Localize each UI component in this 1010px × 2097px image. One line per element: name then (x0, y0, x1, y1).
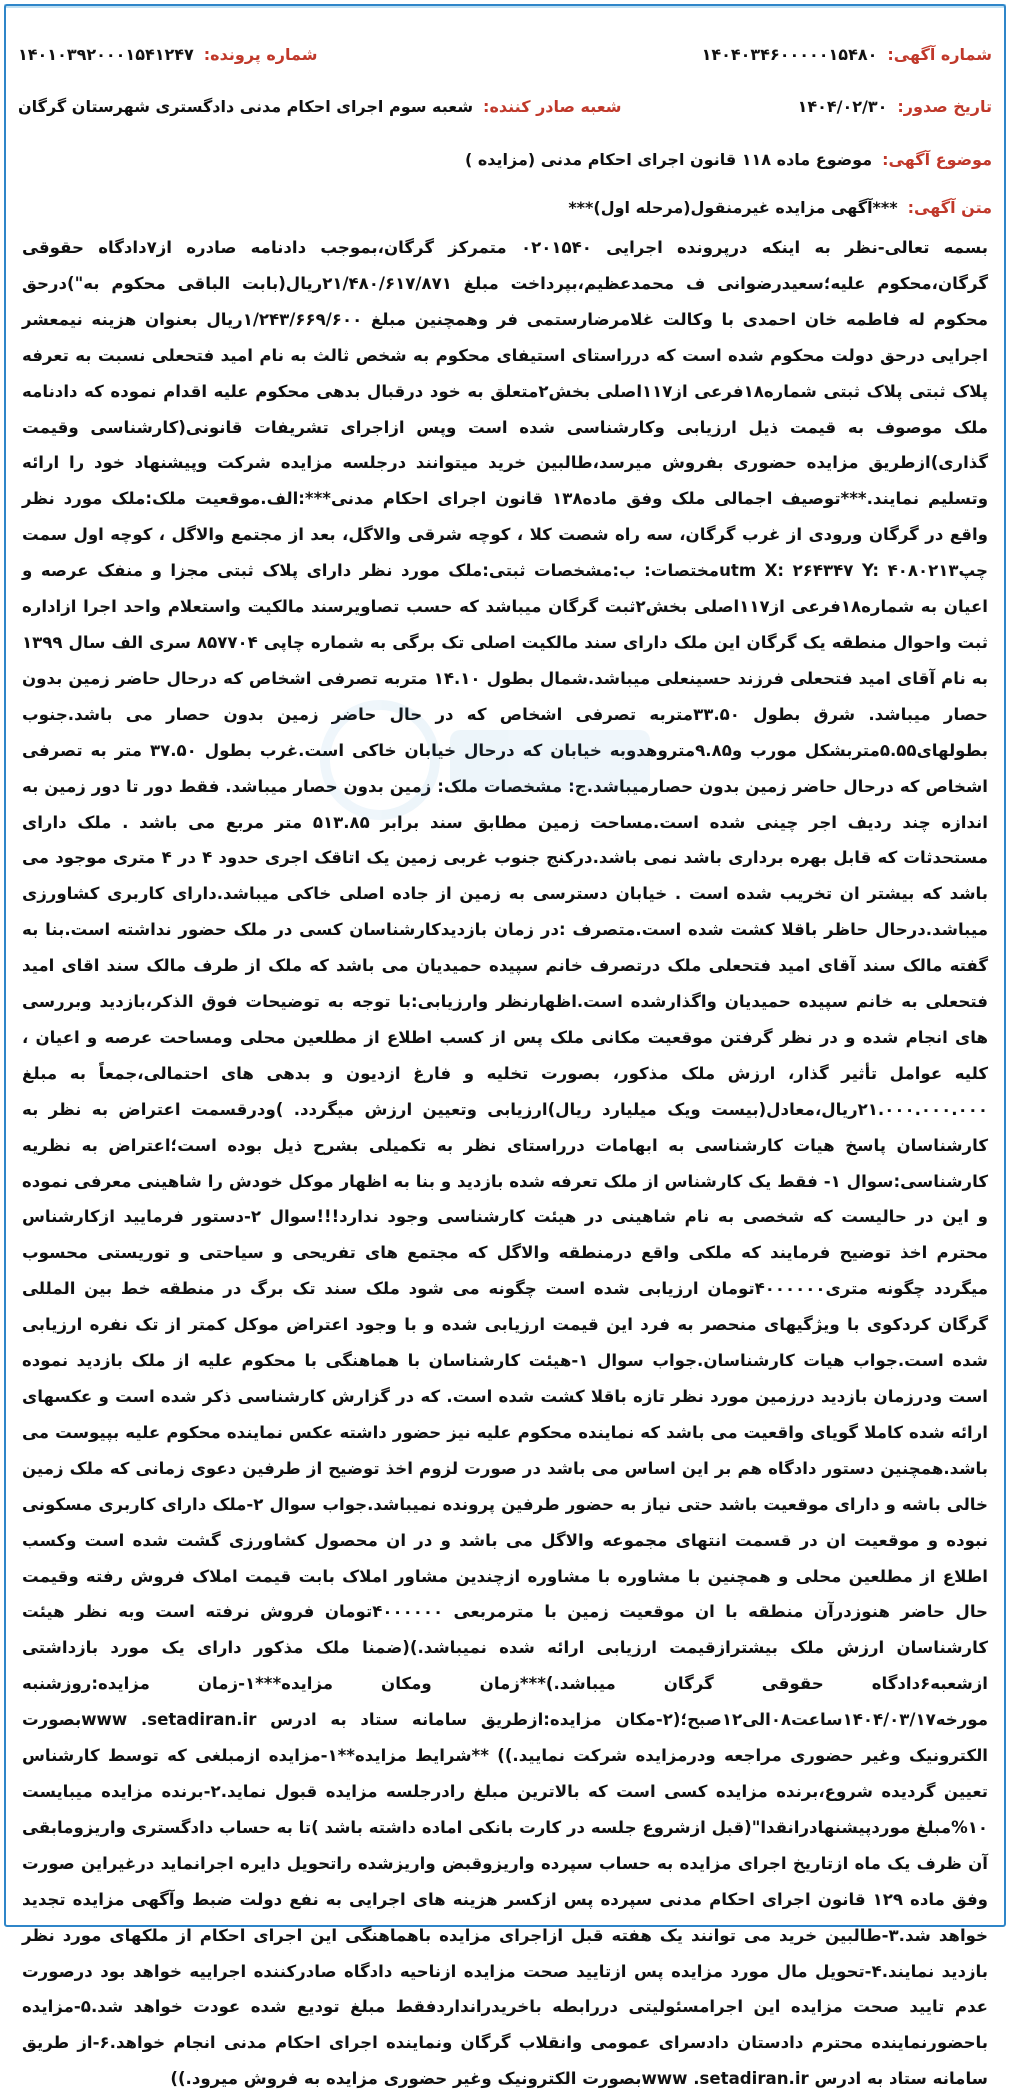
case-number-value: ۱۴۰۱۰۳۹۲۰۰۰۱۵۴۱۲۴۷ (18, 44, 194, 64)
text-heading-row (18, 198, 992, 217)
text-title: ***آگهی مزایده غیرمنقول(مرحله اول)*** (568, 198, 898, 217)
header-row-2 (18, 88, 992, 124)
subject-value: موضوع ماده ۱۱۸ قانون اجرای احکام مدنی (مزایده ) (464, 150, 873, 169)
text-label: متن آگهی: (907, 198, 992, 217)
issue-date-value: ۱۴۰۴/۰۲/۳۰ (797, 96, 888, 116)
issue-date (798, 97, 992, 116)
case-number (18, 45, 317, 64)
ad-number (702, 45, 992, 64)
issuing-branch (18, 97, 622, 116)
issue-date-label: تاریخ صدور: (897, 96, 992, 116)
issuing-branch-label: شعبه صادر کننده: (483, 96, 622, 116)
ad-number-value: ۱۴۰۴۰۳۴۶۰۰۰۰۰۱۵۴۸۰ (701, 44, 878, 64)
header-row-1 (18, 36, 992, 72)
ad-body-text: بسمه تعالی-نظر به اینکه درپرونده اجرایی ۰۲۰۱۵۴۰ متمرکز گرگان،بموجب دادنامه صادره از۷دادگاه حقوقی گرگان،محکوم علیه؛سعیدرضوانی ف محمدعظیم،بپرداخت مبلغ ۲۱/۴۸۰/۶۱۷/۸۷۱ریال(بابت الباقی محکوم به")درحق محکوم له فاطمه خان احمدی با وکالت غلامرضارستمی فر وهمچنین مبلغ ۱/۲۴۳/۶۶۹/۶۰۰ریال بعنوان هزینه نیمعشر اجرایی درحق دولت محکوم شده است که درراستای استیفای محکوم به شخص ثالث به نام امید فتحعلی نسبت به تعرفه پلاک ثبتی پلاک ثبتی شماره۱۸فرعی از۱۱۷اصلی بخش۲متعلق به خود درقبال بدهی محکوم علیه اقدام نموده که دادنامه ملک موصوف به قیمت ذیل ارزیابی وکارشناسی شده است وپس ازاجرای تشریفات قانونی(کارشناسی وقیمت گذاری)ازطریق مزایده حضوری بفروش میرسد،طالبین خرید میتوانند درجلسه مزایده شرکت وپیشنهاد خود را ارائه وتسلیم نمایند.***توصیف اجمالی ملک وفق ماده۱۳۸ قانون اجرای احکام مدنی***:الف.موقعیت ملک:ملک مورد نظر واقع در گرگان ورودی از غرب گرگان، سه راه شصت کلا ، کوچه شرقی والاگل، بعد از مجتمع والاگل ، کوچه اول سمت چپutm X: ۲۶۴۳۴۷ Y: ۴۰۸۰۲۱۳مختصات: ب:مشخصات ثبتی:ملک مورد نظر دارای پلاک ثبتی مجزا و منفک عرصه و اعیان به شماره۱۸فرعی از۱۱۷اصلی بخش۲ثبت گرگان میباشد که حسب تصاویرسند مالکیت واستعلام واحد اجرا ازاداره ثبت واحوال منطقه یک گرگان این ملک دارای سند مالکیت اصلی تک برگی به شماره چاپی ۸۵۷۷۰۴ سری الف سال ۱۳۹۹ به نام آقای امید فتحعلی فرزند حسینعلی میباشد.شمال بطول ۱۴.۱۰ متربه تصرفی اشخاص که درحال حاضر زمین بدون حصار میباشد. شرق بطول ۳۳.۵۰متربه تصرفی اشخاص که در حال حاضر زمین بدون حصار می باشد.جنوب بطولهای۵.۵۵متربشکل مورب و۹.۸۵متروهدوبه خیابان که درحال خیابان خاکی است.غرب بطول ۳۷.۵۰ متر به تصرفی اشخاص که درحال حاضر زمین بدون حصارمیباشد.ج: مشخصات ملک: زمین بدون حصار میباشد. فقط دور تا دور زمین به اندازه چند ردیف اجر چینی شده است.مساحت زمین مطابق سند برابر ۵۱۳.۸۵ متر مربع می باشد . ملک دارای مستحدثات که قابل بهره برداری باشد نمی باشد.درکنج جنوب غربی زمین یک اتاقک اجری حدود ۴ در ۴ متری موجود می باشد که بیشتر ان تخریب شده است . خیابان دسترسی به زمین از جاده اصلی خاکی میباشد.دارای کاربری کشاورزی میباشد.درحال حاظر باقلا کشت شده است.متصرف :در زمان بازدیدکارشناسان کسی در ملک حضور نداشته است.بنا به گفته مالک سند آقای امید فتحعلی ملک درتصرف خانم سپیده حمیدیان می باشد که ملک از طرف مالک سند اقای امید فتحعلی به خانم سپیده حمیدیان واگذارشده است.اظهارنظر وارزیابی:با توجه به توضیحات فوق الذکر،بازدید وبررسی های انجام شده و در نظر گرفتن موقعیت مکانی ملک پس از کسب اطلاع از مطلعین محلی ومساحت عرصه و اعیان ، کلیه عوامل تأثیر گذار، ارزش ملک مذکور، بصورت تخلیه و فارغ ازدیون و بدهی های احتمالی،جمعاً به مبلغ ۲۱.۰۰۰.۰۰۰.۰۰۰ریال،معادل(بیست ویک میلیارد ریال)ارزیابی وتعیین ارزش میگردد. )ودرقسمت اعتراض به نظر به کارشناسان پاسخ هیات کارشناسی به ابهامات درراستای نظر به تکمیلی بشرح ذیل بوده است؛اعتراض به نظریه کارشناسی:سوال ۱- فقط یک کارشناس از ملک تعرفه شده بازدید و بنا به اظهار موکل خودش را شاهینی معرفی نموده و این در حالیست که شخصی به نام شاهینی در هیئت کارشناسی وجود ندارد!!!سوال ۲-دستور فرمایید ازکارشناس محترم اخذ توضیح فرمایند که ملکی واقع درمنطقه والاگل که مجتمع های تفریحی و سیاحتی و توریستی محسوب میگردد چگونه متری۴۰۰۰۰۰۰تومان ارزیابی شده است چگونه می شود ملک سند تک برگ در منطقه خط بین المللی گرگان کردکوی با ویژگیهای منحصر به فرد این قیمت ارزیابی شده و با وجود اعتراض موکل کمتر از تک نفره ارزیابی شده است.جواب هیات کارشناسان.جواب سوال ۱-هیئت کارشناسان با هماهنگی با محکوم علیه از ملک بازدید نموده است ودرزمان بازدید درزمین مورد نظر تازه باقلا کشت شده است. که در گزارش کارشناسی ذکر شده است و عکسهای ارائه شده کاملا گویای واقعیت می باشد که نماینده محکوم علیه نیز حضور داشته عکس نماینده محکوم علیه بپیوست می باشد.همچنین دستور دادگاه هم بر این اساس می باشد در صورت لزوم اخذ توضیح از طرفین دعوی زمانی که ملک زمین خالی باشه و دارای موقعیت باشد حتی نیاز به حضور طرفین پرونده نمیباشد.جواب سوال ۲-ملک دارای کاربری مسکونی نبوده و موقعیت ان در قسمت انتهای مجموعه والاگل می باشد و در ان محصول کشاورزی گشت شده است وکسب اطلاع از مطلعین محلی و همچنین با مشاوره با مشاوره ازچندین مشاور املاک بابت قیمت املاک فروش رفته وقیمت حال حاضر هنوزدرآن منطقه با ان موقعیت زمین با مترمربعی ۴۰۰۰۰۰۰تومان فروش نرفته است وبه نظر هیئت کارشناسان ارزش ملک بیشترازقیمت ارزیابی ارائه شده نمیباشد.)(ضمنا ملک مذکور دارای یک مورد بازداشتی ازشعبه۶دادگاه حقوقی گرگان میباشد.)***زمان ومکان مزایده***۱-زمان مزایده:روزشنبه مورخه۱۴۰۴/۰۳/۱۷ساعت۰۸الی۱۲صبح؛(۲-مکان مزایده:ازطریق سامانه ستاد به ادرس www .setadiran.irبصورت الکترونیک وغیر حضوری مراجعه ودرمزایده شرکت نمایید.)) **شرایط مزایده**۱-مزایده ازمبلغی که توسط کارشناس تعیین گردیده شروع،برنده مزایده کسی است که بالاترین مبلغ رادرجلسه مزایده قبول نماید.۲-برنده مزایده میبایست ۱۰%مبلغ موردپیشنهادرانقدا"(قبل ازشروع جلسه در کارت بانکی اماده داشته باشد )تا به حساب دادگستری واریزومابقی آن ظرف یک ماه ازتاریخ اجرای مزایده به حساب سپرده واریزوقبض واریزشده راتحویل دایره اجرانماید درغیراین صورت وفق ماده ۱۲۹ قانون اجرای احکام مدنی سپرده پس ازکسر هزینه های اجرایی به نفع دولت ضبط وآگهی مزایده تجدید خواهد شد.۳-طالبین خرید می توانند یک هفته قبل ازاجرای مزایده باهماهنگی این اجرای احکام از ملکهای مورد نظر بازدید نمایند.۴-تحویل مال مورد مزایده پس ازتایید صحت مزایده ازناحیه دادگاه صادرکننده اجراییه خواهد بود درصورت عدم تایید صحت مزایده این اجرامسئولیتی دررابطه باخریدرانداردفقط مبلغ تودیع شده عودت خواهد شد.۵-مزایده باحضورنماینده محترم دادستان دادسرای عمومی وانقلاب گرگان ونماینده اجرای احکام مدنی انجام خواهد.۶-از طریق سامانه ستاد به ادرس www .setadiran.irبصورت الکترونیک وغیر حضوری مزایده به فروش میرود.)) (22, 238, 989, 2089)
case-number-label: شماره پرونده: (203, 44, 318, 64)
subject-label: موضوع آگهی: (882, 150, 992, 169)
subject-row (18, 150, 992, 169)
issuing-branch-value: شعبه سوم اجرای احکام مدنی دادگستری شهرستان گرگان (18, 96, 474, 116)
ad-number-label: شماره آگهی: (887, 44, 992, 64)
